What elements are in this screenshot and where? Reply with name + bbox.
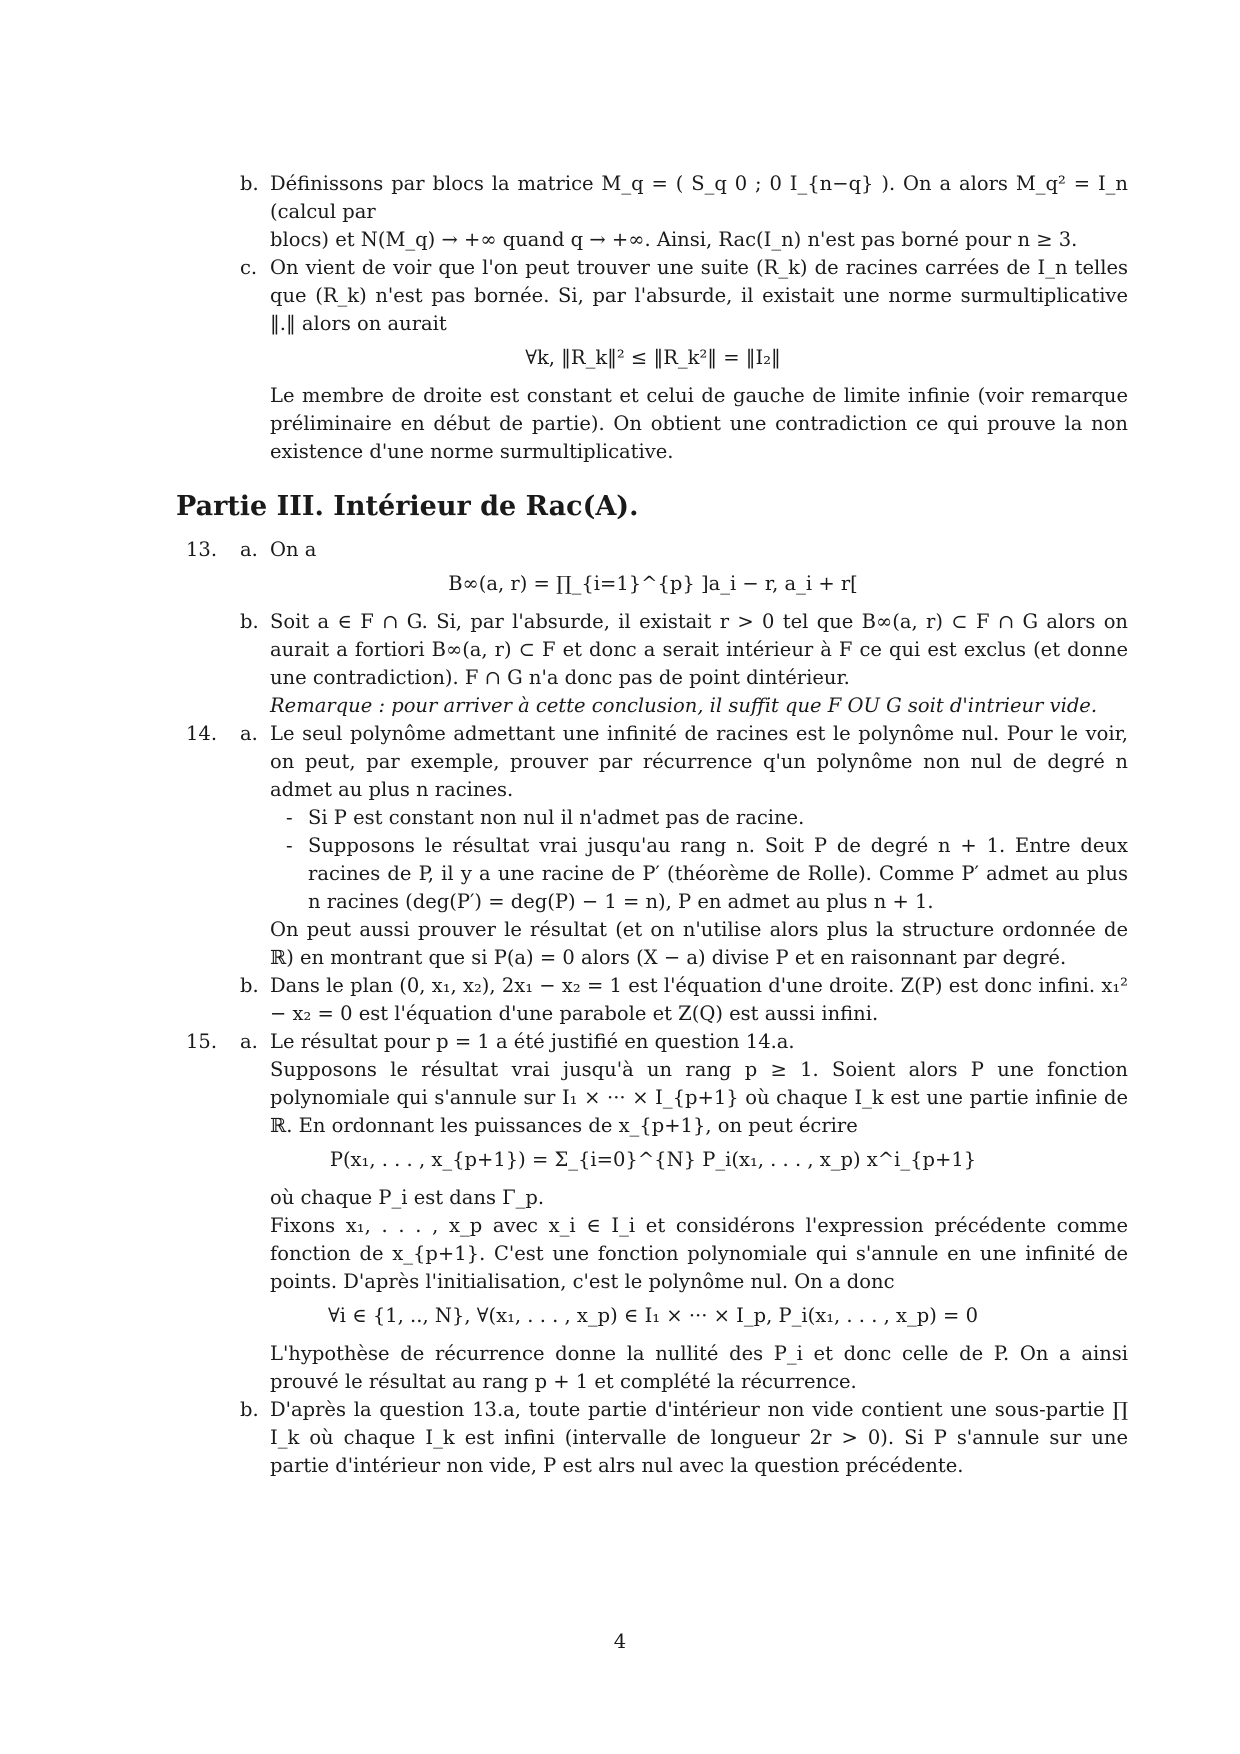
item-b-prev-line1: Définissons par blocs la matrice M_q = ( S_q 0 ; 0 I_{n−q} ). On a alors M_q² = I_n (calcul par	[270, 172, 1128, 223]
item-label: b.	[240, 974, 259, 997]
question-13-b	[178, 608, 1128, 720]
item-label: b.	[240, 172, 259, 195]
question-number: 13.	[186, 538, 218, 561]
q15-a-where: où chaque P_i est dans Γ_p.	[270, 1186, 545, 1209]
q13-b-text: Soit a ∈ F ∩ G. Si, par l'absurde, il existait r > 0 tel que B∞(a, r) ⊂ F ∩ G alors on aurait a fortiori B∞(a, r) ⊂ F et donc a serait intérieur à F ce qui est exclus (et donne une contradiction). F ∩ G n'a donc pas de point dintérieur.	[270, 610, 1128, 689]
q15-a-fix: Fixons x₁, . . . , x_p avec x_i ∈ I_i et considérons l'expression précédente comme fonction de x_{p+1}. C'est une fonction polynomiale qui s'annule en une infinité de points. D'après l'initialisation, c'est le polynôme nul. On a donc	[270, 1214, 1128, 1293]
item-c-prev-after: Le membre de droite est constant et celui de gauche de limite infinie (voir remarque préliminaire en début de partie). On obtient une contradiction ce qui prouve la non existence d'une norme surmultiplicative.	[270, 384, 1128, 463]
item-label: b.	[240, 1398, 259, 1421]
list-item	[286, 804, 1128, 832]
q14-dash2: Supposons le résultat vrai jusqu'au rang n. Soit P de degré n + 1. Entre deux racines de P, il y a une racine de P′ (théorème de Rolle). Comme P′ admet au plus n racines (deg(P′) = deg(P) − 1 = n), P en admet au plus n + 1.	[308, 834, 1128, 913]
q14-a-after: On peut aussi prouver le résultat (et on n'utilise alors plus la structure ordonnée de ℝ) en montrant que si P(a) = 0 alors (X − a) divise P et en raisonnant par degré.	[270, 918, 1128, 969]
dash-marker: -	[286, 834, 293, 857]
q15-a-text: Supposons le résultat vrai jusqu'à un rang p ≥ 1. Soient alors P une fonction polynomiale qui s'annule sur I₁ × ··· × I_{p+1} où chaque I_k est une partie infinie de ℝ. En ordonnant les puissances de x_{p+1}, on peut écrire	[270, 1058, 1128, 1137]
item-label: a.	[240, 538, 258, 561]
formula-forall: ∀i ∈ {1, .., N}, ∀(x₁, . . . , x_p) ∈ I₁ × ··· × I_p, P_i(x₁, . . . , x_p) = 0	[328, 1304, 978, 1327]
item-b-prev	[178, 170, 1128, 254]
item-c-prev-text: On vient de voir que l'on peut trouver une suite (R_k) de racines carrées de I_n telles que (R_k) n'est pas bornée. Si, par l'absurde, il existait une norme surmultiplicative ‖.‖ alors on aurait	[270, 256, 1128, 335]
item-label: a.	[240, 722, 258, 745]
formula-ball: B∞(a, r) = ∏_{i=1}^{p} ]a_i − r, a_i + r[	[448, 572, 858, 595]
q13-b-remark: Remarque : pour arriver à cette conclusion, il suffit que F OU G soit d'intrieur vide.	[270, 694, 1098, 717]
question-number: 15.	[186, 1030, 218, 1053]
question-14-b	[178, 972, 1128, 1028]
item-b-prev-line2: blocs) et N(M_q) → +∞ quand q → +∞. Ainsi, Rac(I_n) n'est pas borné pour n ≥ 3.	[270, 228, 1078, 251]
item-label: a.	[240, 1030, 258, 1053]
formula-sum: P(x₁, . . . , x_{p+1}) = Σ_{i=0}^{N} P_i(x₁, . . . , x_p) x^i_{p+1}	[329, 1148, 977, 1171]
question-15-b	[178, 1396, 1128, 1480]
q14-b-text: Dans le plan (0, x₁, x₂), 2x₁ − x₂ = 1 est l'équation d'une droite. Z(P) est donc infini. x₁² − x₂ = 0 est l'équation d'une parabole et Z(Q) est aussi infini.	[270, 974, 1128, 1025]
question-number: 14.	[186, 722, 218, 745]
question-15	[178, 1028, 1128, 1396]
q14-dash1: Si P est constant non nul il n'admet pas de racine.	[308, 806, 805, 829]
item-c-prev	[178, 254, 1128, 466]
item-label: b.	[240, 610, 259, 633]
q14-a-text: Le seul polynôme admettant une infinité de racines est le polynôme nul. Pour le voir, on peut, par exemple, prouver par récurrence q'un polynôme non nul de degré n admet au plus n racines.	[270, 722, 1128, 801]
question-13	[178, 536, 1128, 598]
q15-a-conclusion: L'hypothèse de récurrence donne la nullité des P_i et donc celle de P. On a ainsi prouvé le résultat au rang p + 1 et complété la récurrence.	[270, 1342, 1128, 1393]
page-number: 4	[613, 1630, 627, 1653]
item-label: c.	[240, 256, 258, 279]
question-14	[178, 720, 1128, 972]
q15-b-text: D'après la question 13.a, toute partie d'intérieur non vide contient une sous-partie ∏ I_k où chaque I_k est infini (intervalle de longueur 2r > 0). Si P s'annule sur une partie d'intérieur non vide, P est alrs nul avec la question précédente.	[270, 1398, 1128, 1477]
section-title: Partie III. Intérieur de Rac(A).	[176, 491, 639, 522]
list-item	[286, 832, 1128, 916]
page-content	[178, 170, 1128, 1480]
q15-a-line1: Le résultat pour p = 1 a été justifié en question 14.a.	[270, 1030, 795, 1053]
formula-norm: ∀k, ‖R_k‖² ≤ ‖R_k²‖ = ‖I₂‖	[525, 346, 781, 369]
q13-a-text: On a	[270, 538, 317, 561]
dash-marker: -	[286, 806, 293, 829]
